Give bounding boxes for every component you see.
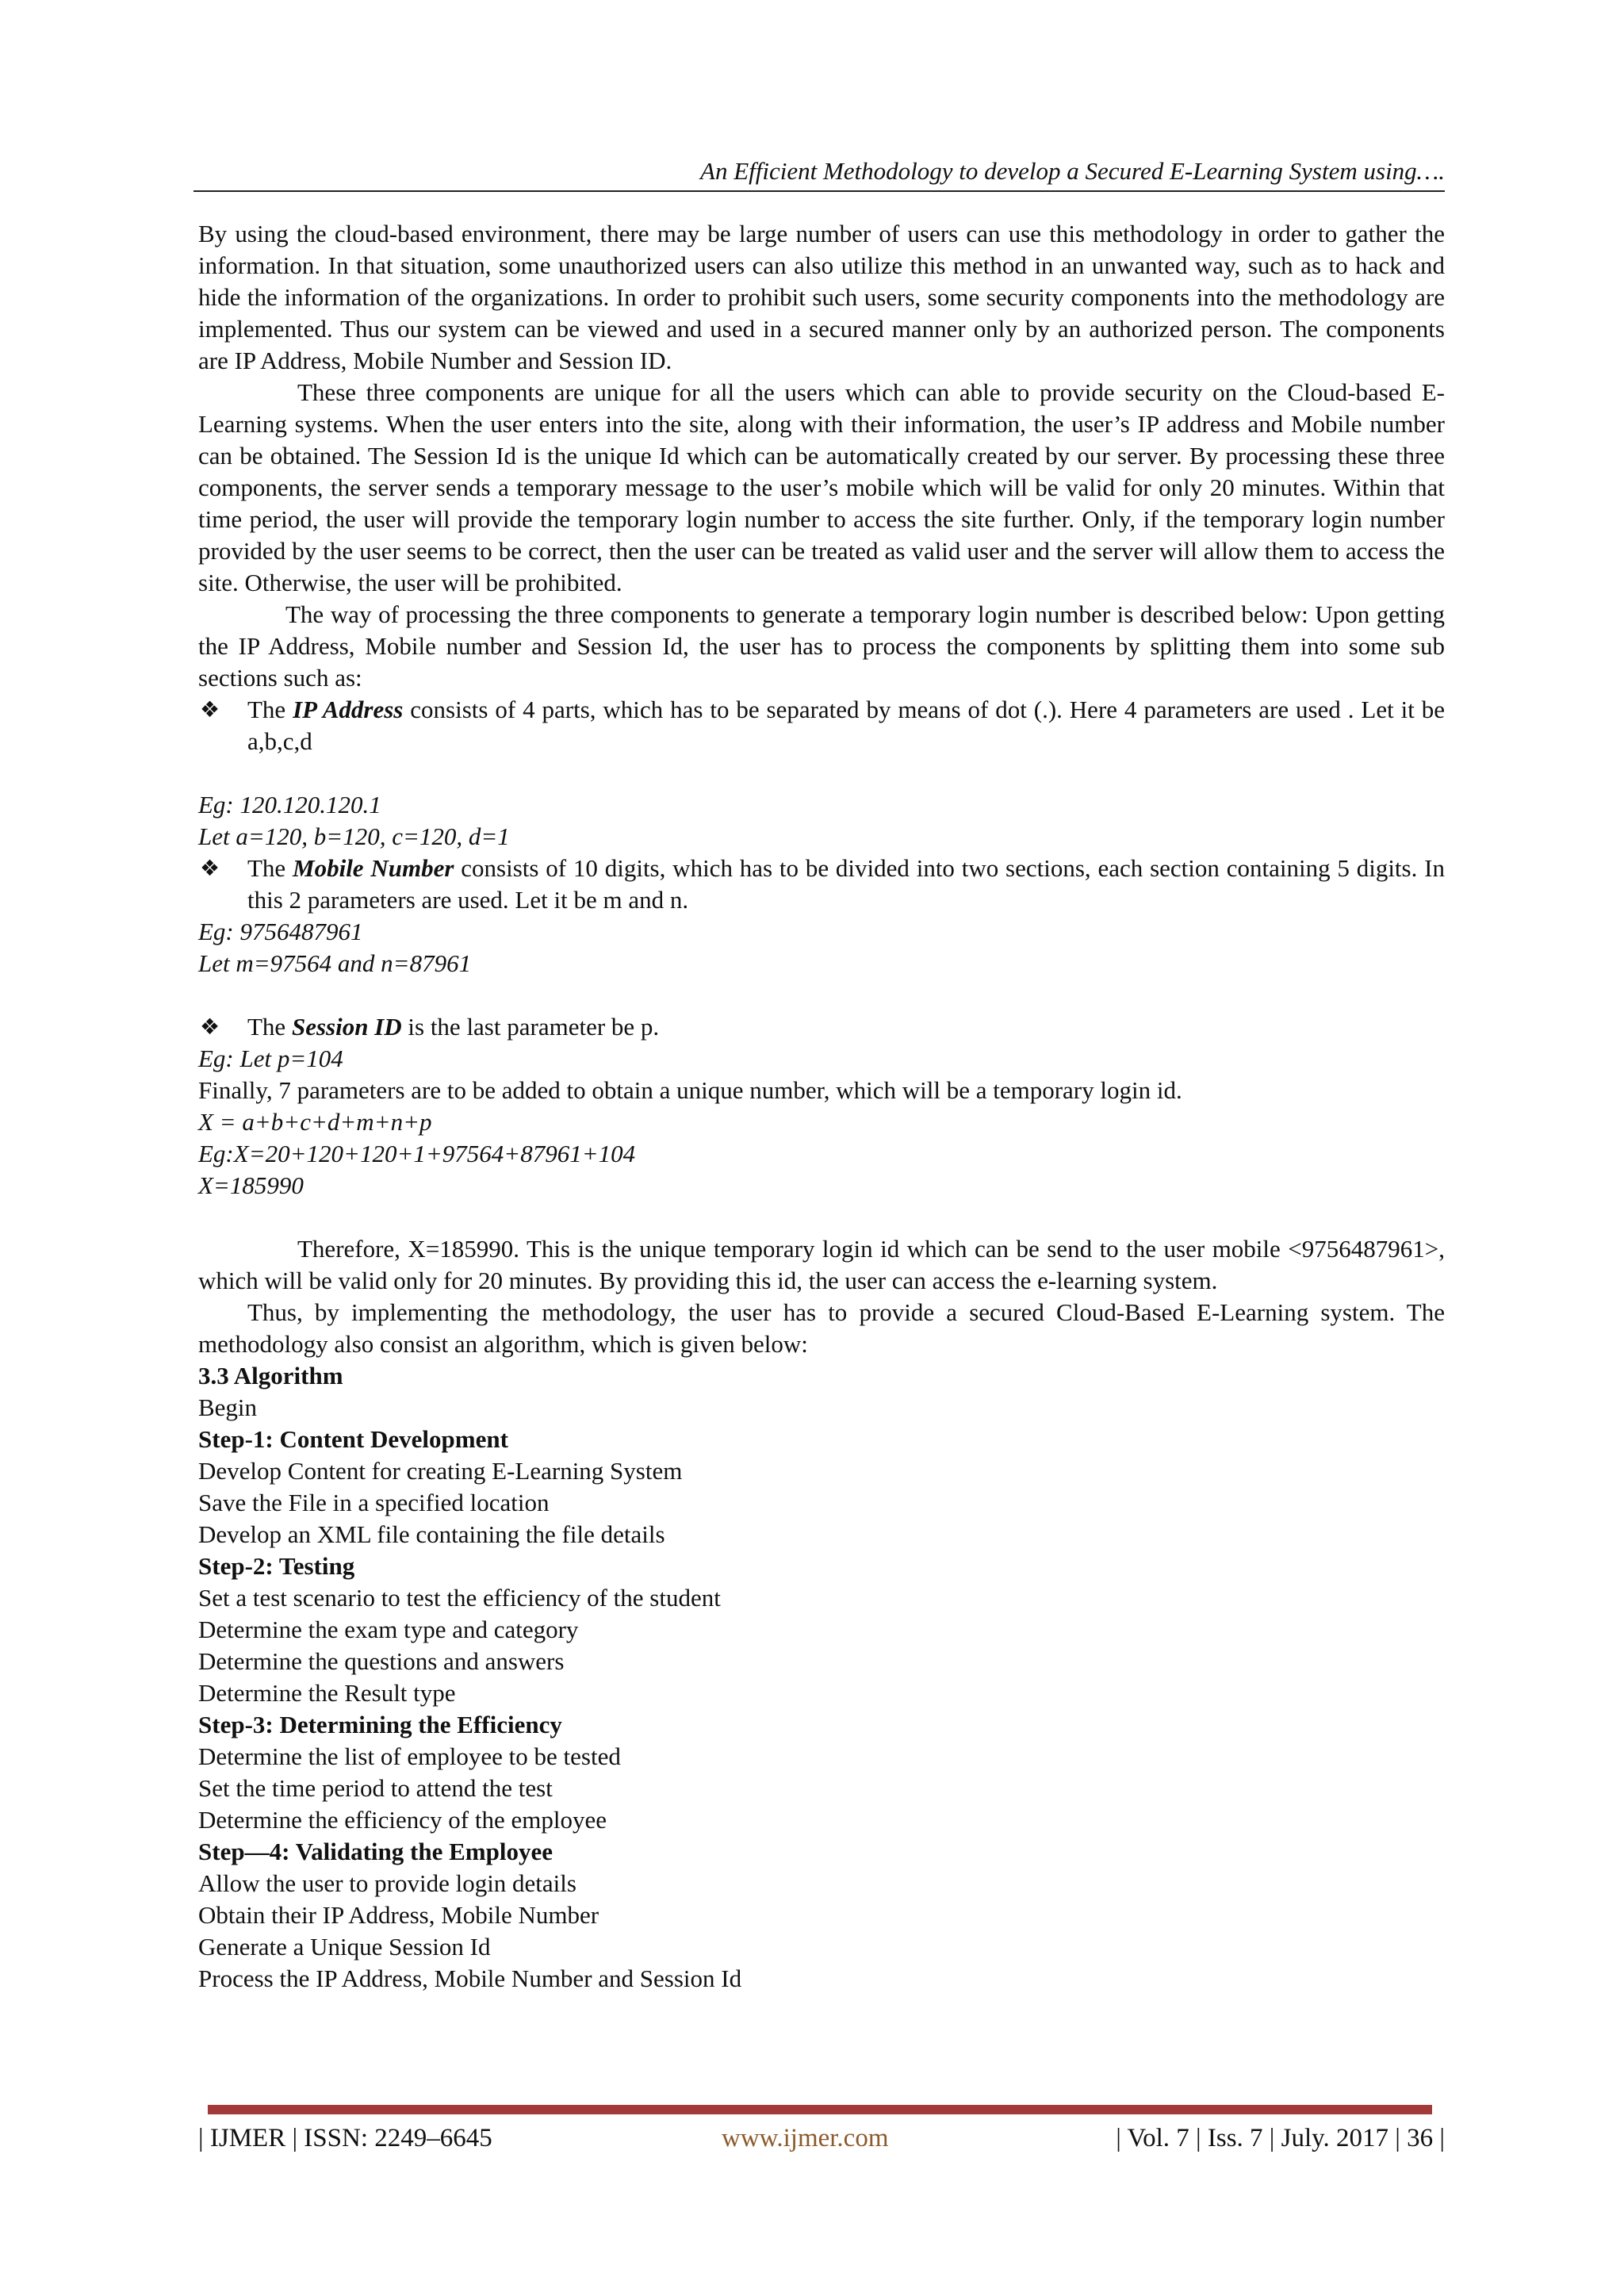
footer-website-link[interactable]: www.ijmer.com [722, 2124, 889, 2152]
diamond-bullet-icon: ❖ [200, 855, 220, 881]
diamond-bullet-icon: ❖ [200, 696, 220, 723]
algorithm-line: Begin [198, 1393, 258, 1421]
header-rule [193, 190, 1445, 192]
algorithm-line: Determine the questions and answers [198, 1647, 565, 1675]
algorithm-line: Save the File in a specified location [198, 1489, 550, 1516]
bullet-ip-address: ❖ The IP Address consists of 4 parts, which has to be separated by means of dot (.). Here 4 parameters are used . Let it be a,b,c,d [200, 696, 1445, 755]
formula-result: X=185990 [198, 1171, 304, 1199]
algorithm-list [198, 1392, 1445, 1995]
body-text [198, 218, 1445, 1995]
algorithm-line: Determine the Result type [198, 1679, 456, 1707]
example-ip: Eg: 120.120.120.1 [198, 791, 381, 818]
paragraph-processing: The way of processing the three components to generate a temporary login number is described below: Upon getting the IP Address, Mobile number and Session Id, the user has to process the components by splitting them into some sub sections such as: [198, 600, 1445, 692]
footer-rule [208, 2105, 1432, 2114]
paragraph-thus: Thus, by implementing the methodology, the user has to provide a secured Cloud-Based E-Learning system. The methodology also consist an algorithm, which is given below: [198, 1298, 1445, 1358]
paragraph-cloud-security: By using the cloud-based environment, there may be large number of users can use this methodology in order to gather the information. In that situation, some unauthorized users can also utilize this method in an unwanted way, such as to hack and hide the information of the organizations. In order to prohibit such users, some security components into the methodology are implemented. Thus our system can be viewed and used in a secured manner only by an authorized person. The components are IP Address, Mobile Number and Session ID. [198, 220, 1445, 374]
example-session: Eg: Let p=104 [198, 1045, 343, 1072]
algorithm-line: Set a test scenario to test the efficiency of the student [198, 1584, 721, 1612]
term-session-id: Session ID [291, 1013, 402, 1041]
formula: X = a+b+c+d+m+n+p [198, 1108, 432, 1136]
term-ip-address: IP Address [293, 696, 404, 723]
algorithm-step-heading: Step—4: Validating the Employee [198, 1838, 553, 1865]
algorithm-step-heading: Step-1: Content Development [198, 1425, 508, 1453]
algorithm-line: Develop Content for creating E-Learning System [198, 1457, 683, 1485]
algorithm-step-heading: Step-2: Testing [198, 1552, 355, 1580]
paragraph-three-components: These three components are unique for all the users which can able to provide security on the Cloud-based E-Learning systems. When the user enters into the site, along with their information, the user’s IP address and Mobile number can be obtained. The Session Id is the unique Id which can be automatically created by our server. By processing these three components, the server sends a temporary message to the user’s mobile which will be valid for only 20 minutes. Within that time period, the user will provide the temporary login number to access the site further. Only, if the temporary login number provided by the user seems to be correct, then the user can be treated as valid user and the server will allow them to access the site. Otherwise, the user will be prohibited. [198, 378, 1445, 596]
diamond-bullet-icon: ❖ [200, 1014, 220, 1040]
algorithm-line: Allow the user to provide login details [198, 1869, 576, 1897]
algorithm-line: Determine the efficiency of the employee [198, 1806, 607, 1834]
footer-volume-page: | Vol. 7 | Iss. 7 | July. 2017 | 36 | [1116, 2124, 1445, 2152]
let-mobile-values: Let m=97564 and n=87961 [198, 949, 472, 977]
paragraph-therefore: Therefore, X=185990. This is the unique temporary login id which can be send to the user mobile <9756487961>, which will be valid only for 20 minutes. By providing this id, the user can access the e-learning system. [198, 1235, 1445, 1294]
let-ip-values: Let a=120, b=120, c=120, d=1 [198, 822, 510, 850]
bullet-mobile-number: ❖ The Mobile Number consists of 10 digits, which has to be divided into two sections, each section containing 5 digits. In this 2 parameters are used. Let it be m and n. [200, 854, 1445, 914]
running-head: An Efficient Methodology to develop a Secured E-Learning System using…. [700, 157, 1445, 185]
section-heading-algorithm: 3.3 Algorithm [198, 1362, 343, 1389]
finally-text: Finally, 7 parameters are to be added to obtain a unique number, which will be a temporary login id. [198, 1076, 1182, 1104]
algorithm-line: Determine the list of employee to be tested [198, 1742, 621, 1770]
example-formula: Eg:X=20+120+120+1+97564+87961+104 [198, 1140, 636, 1167]
algorithm-line: Obtain their IP Address, Mobile Number [198, 1901, 599, 1929]
algorithm-line: Determine the exam type and category [198, 1616, 579, 1643]
term-mobile-number: Mobile Number [293, 854, 454, 882]
algorithm-line: Develop an XML file containing the file details [198, 1520, 665, 1548]
algorithm-line: Generate a Unique Session Id [198, 1933, 491, 1961]
bullet-session-id: ❖ The Session ID is the last parameter be p. [198, 1011, 1445, 1043]
footer-journal-issn: | IJMER | ISSN: 2249–6645 [198, 2124, 492, 2152]
algorithm-step-heading: Step-3: Determining the Efficiency [198, 1711, 562, 1738]
algorithm-line: Process the IP Address, Mobile Number and Session Id [198, 1964, 742, 1992]
algorithm-line: Set the time period to attend the test [198, 1774, 553, 1802]
example-mobile: Eg: 9756487961 [198, 918, 363, 945]
